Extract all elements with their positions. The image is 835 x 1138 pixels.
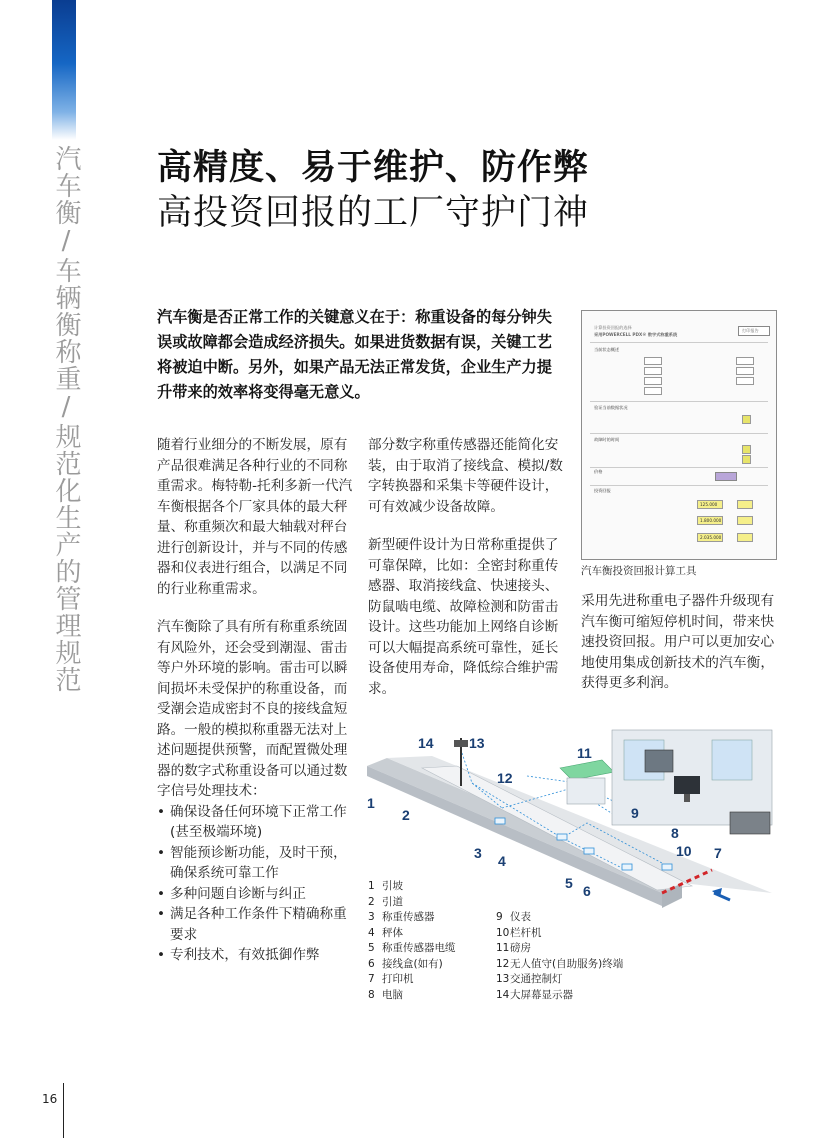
callout-label: 3: [474, 845, 482, 861]
input-field[interactable]: [644, 367, 662, 375]
scale-house-window: [712, 740, 752, 780]
legend-item: [368, 988, 493, 1004]
legend-number: 2: [368, 895, 375, 908]
monitor-stand: [684, 794, 690, 802]
legend-item: [368, 941, 493, 957]
legend-number: 5: [368, 942, 375, 954]
col2-paragraph-2: 新型硬件设计为日常称重提供了可靠保障，比如：全密封称重传感器、取消接线盒、快速接头、防鼠啮电缆、故障检测和防雷击设计。这些功能加上网络自诊断可以大幅提高系统可靠性，延长设备使用寿命，降低综合维护需求。: [368, 537, 559, 697]
callout-label: 8: [671, 825, 679, 841]
bullet-item: • 智能预诊断功能，及时干预，确保系统可靠工作: [157, 843, 354, 884]
legend-number: 9: [496, 911, 503, 923]
legend-label: 仪表: [510, 911, 531, 923]
roi-value-field: [697, 516, 723, 525]
feature-bullet-list: [157, 802, 354, 966]
legend-item: [368, 895, 493, 911]
col3-paragraph: 采用先进称重电子器件升级现有汽车衡可缩短停机时间，带来快速投资回报。用户可以更加安心地使用集成创新技术的汽车衡，获得更多利润。: [581, 593, 775, 691]
legend-label: 交通控制灯: [510, 973, 563, 985]
page-number-rule: [63, 1083, 64, 1138]
booth-roof: [560, 760, 614, 780]
calc-section-5: 投资回报: [594, 488, 611, 493]
roi-value: 1.800.000: [700, 518, 722, 523]
computer-monitor: [674, 776, 700, 794]
legend-item: [496, 941, 646, 957]
side-color-bar: [52, 0, 76, 140]
divider: [590, 467, 768, 468]
legend-item: [368, 910, 493, 926]
legend-label: 磅房: [510, 942, 531, 954]
legend-label: 电脑: [382, 988, 403, 1001]
calc-section-4: 价格: [594, 469, 603, 474]
roi-value-field: [697, 500, 723, 509]
legend-label: 引道: [382, 895, 403, 908]
checkbox[interactable]: [742, 415, 751, 424]
legend-item: [368, 879, 493, 895]
divider: [590, 401, 768, 402]
legend-number: 7: [368, 973, 375, 985]
legend-label: 引坡: [382, 880, 403, 892]
column-1: [157, 435, 354, 966]
bullet-item: • 满足各种工作条件下精确称重要求: [157, 904, 354, 945]
traffic-light: [454, 740, 468, 747]
roi-value-field: [697, 533, 723, 542]
legend-number: 6: [368, 957, 375, 970]
callout-label: 13: [469, 735, 485, 751]
print-report-label: 打印报告: [742, 328, 759, 333]
column-2: [368, 435, 568, 717]
legend-item: [496, 988, 646, 1004]
legend-left: [368, 879, 493, 1003]
col2-paragraph-1: 部分数字称重传感器还能简化安装，由于取消了接线盒、模拟/数字转换器和采集卡等硬件设计，可有效减少设备故障。: [368, 437, 563, 515]
roi-calculator-screenshot: [581, 310, 777, 560]
roi-value: 125.000: [700, 502, 718, 507]
intro-paragraph: 汽车衡是否正常工作的关键意义在于：称重设备的每分钟失误或故障都会造成经济损失。如果进货数据有误，关键工艺将被迫中断。另外，如果产品无法正常发货，企业生产力提升带来的效率将变得毫无意义。: [157, 308, 552, 401]
roi-percent-field: [737, 533, 753, 542]
roi-percent-field: [737, 516, 753, 525]
legend-item: [496, 926, 646, 942]
calc-section-3: 故障时的时间: [594, 437, 620, 442]
legend-number: 1: [368, 880, 375, 892]
input-field[interactable]: [736, 357, 754, 365]
callout-label: 2: [402, 807, 410, 823]
legend-number: 10: [496, 926, 510, 939]
divider: [590, 342, 768, 343]
page-heading-line1: 高精度、易于维护、防作弊: [157, 148, 590, 188]
legend-number: 13: [496, 973, 510, 985]
bullet-item: • 多种问题自诊断与纠正: [157, 884, 354, 905]
legend-item: [496, 957, 646, 973]
legend-number: 3: [368, 911, 375, 923]
bullet-item: • 专利技术，有效抵御作弊: [157, 945, 354, 966]
callout-label: 1: [367, 795, 375, 811]
checkbox[interactable]: [742, 455, 751, 464]
callout-label: 12: [497, 770, 513, 786]
checkbox[interactable]: [742, 445, 751, 454]
callout-label: 11: [577, 745, 592, 761]
bullet-item: • 确保设备任何环境下正常工作(甚至极端环境): [157, 802, 354, 843]
roi-percent-field: [737, 500, 753, 509]
page-number: 16: [42, 1092, 58, 1106]
legend-item: [368, 957, 493, 973]
legend-number: 14: [496, 988, 510, 1001]
callout-label: 7: [714, 845, 722, 861]
calc-title-2: 采用POWERCELL PDX® 数字式称重系统: [594, 332, 678, 337]
legend-item: [368, 972, 493, 988]
legend-label: 秤体: [382, 926, 403, 939]
legend-number: 8: [368, 988, 375, 1001]
legend-label: 称重传感器电缆: [382, 942, 456, 954]
legend-item: [368, 926, 493, 942]
guard-booth: [567, 778, 605, 804]
divider: [590, 433, 768, 434]
calculator-caption: 汽车衡投资回报计算工具: [581, 565, 697, 577]
callout-label: 4: [498, 853, 506, 869]
roi-value: 2.035.000: [700, 535, 722, 540]
input-field[interactable]: [736, 377, 754, 385]
legend-number: 4: [368, 926, 375, 939]
legend-number: 11: [496, 942, 510, 954]
callout-label: 6: [583, 883, 591, 899]
legend-label: 称重传感器: [382, 911, 435, 923]
input-field[interactable]: [644, 377, 662, 385]
calc-section-1: 当前状态概述: [594, 347, 620, 352]
legend-label: 无人值守(自助服务)终端: [510, 957, 624, 970]
legend-right: [496, 910, 646, 1003]
calc-title-1: 计算投资回报的选择: [594, 325, 632, 330]
legend-label: 大屏幕显示器: [510, 988, 573, 1001]
callout-label: 5: [565, 875, 573, 891]
col1-paragraph-2: 汽车衡除了具有所有称重系统固有风险外，还会受到潮湿、雷击等户外环境的影响。雷击可以瞬间损坏未受保护的称重设备，而受潮会造成密封不良的接线盒短路。一般的模拟称重器无法对上述问题提供预警，而配置微处理器的数字式称重设备可以通过数字信号处理技术：: [157, 619, 348, 799]
price-field[interactable]: [715, 472, 737, 481]
print-report-button[interactable]: [738, 326, 770, 336]
callout-label: 14: [418, 735, 434, 751]
callout-label: 10: [676, 843, 692, 859]
legend-item: [496, 910, 646, 926]
page-heading-line2: 高投资回报的工厂守护门神: [157, 193, 590, 233]
input-field[interactable]: [644, 357, 662, 365]
weighing-terminal: [645, 750, 673, 772]
legend-item: [496, 972, 646, 988]
printer: [730, 812, 770, 834]
legend-label: 栏杆机: [510, 926, 542, 939]
callout-label: 9: [631, 805, 639, 821]
input-field[interactable]: [644, 387, 662, 395]
col1-paragraph-1: 随着行业细分的不断发展，原有产品很难满足各种行业的不同称重需求。梅特勒-托利多新一代汽车衡根据各个厂家具体的最大秤量、称重频次和最大轴载对秤台进行创新设计，并与不同的传感器和仪表进行组合，以满足不同的行业称重需求。: [157, 437, 353, 597]
side-section-title: 汽车衡/车辆衡称重/规范化生产的管理规范: [51, 145, 81, 693]
legend-label: 接线盒(如有): [382, 957, 443, 970]
input-field[interactable]: [736, 367, 754, 375]
calc-section-2: 验证当前数据状况: [594, 405, 628, 410]
divider: [590, 485, 768, 486]
legend-number: 12: [496, 957, 510, 970]
legend-label: 打印机: [382, 973, 414, 985]
